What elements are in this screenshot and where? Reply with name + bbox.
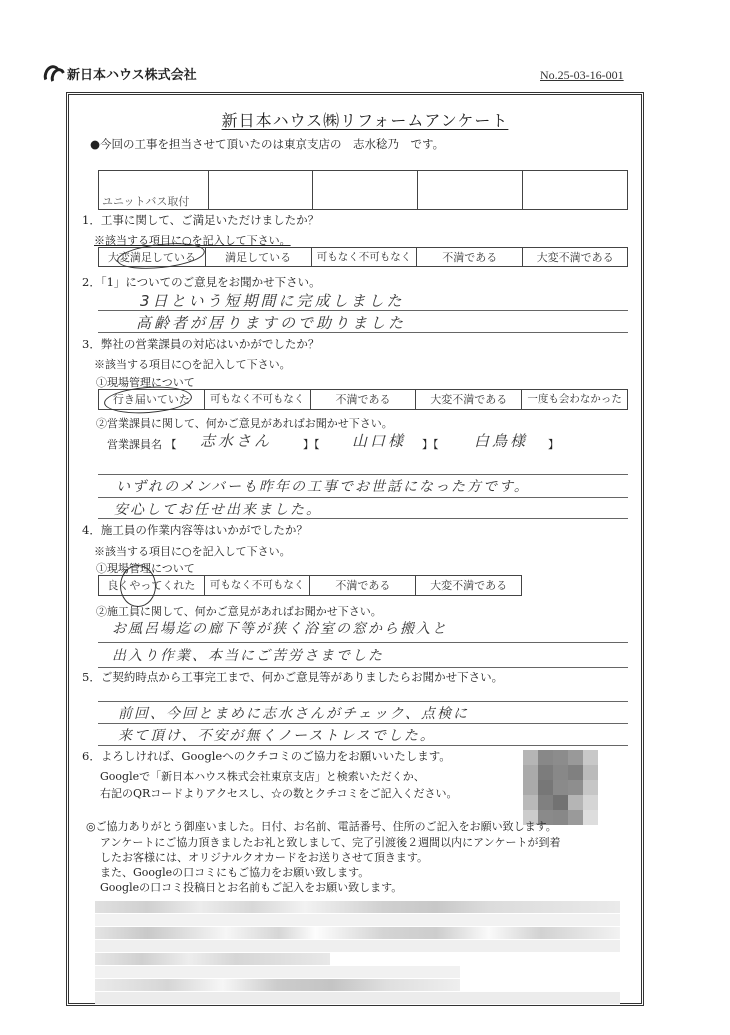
q3-sub1-label: ①現場管理について <box>96 376 195 389</box>
closing-line2: アンケートにご協力頂きましたお礼と致しまして、完了引渡後２週間以内にアンケートが到着 <box>100 836 561 849</box>
closing-line3: したお客様には、オリジナルクオカードをお送りさせて頂きます。 <box>100 851 429 864</box>
company-logo <box>44 64 197 83</box>
answer-rule <box>98 745 628 746</box>
q2-answer-line[interactable]: 3日という短期間に完成しました <box>140 292 405 310</box>
closing-line4: また、Googleの口コミにもご協力をお願い致します。 <box>100 866 370 879</box>
answer-rule <box>98 642 628 643</box>
q1-instruction: ※該当する項目に○を記入して下さい。 <box>94 234 291 247</box>
q4-options <box>98 575 522 596</box>
q4-option-neutral[interactable]: 可もなく不可もなく <box>204 576 310 596</box>
staff-name-1[interactable]: 志水さん <box>200 432 273 450</box>
q1-option-satisfied[interactable]: 満足している <box>205 248 311 267</box>
company-name: 新日本ハウス株式会社 <box>67 68 197 83</box>
q1-option-neutral[interactable]: 可もなく不可もなく <box>311 248 417 267</box>
form-title: 新日本ハウス㈱リフォームアンケート <box>221 111 509 130</box>
q4-sub1-label: ①現場管理について <box>96 562 195 575</box>
bracket-separator: 】【 <box>422 438 439 451</box>
work-item[interactable] <box>209 171 313 210</box>
q4-question: 4．施工員の作業内容等はいかがでしたか？ <box>82 523 308 537</box>
q4-option-good-job[interactable]: 良くやってくれた <box>99 576 205 596</box>
closing-line5: Googleの口コミ投稿日とお名前もご記入をお願い致します。 <box>100 881 403 894</box>
staff-name-label: 営業課員名 【 <box>107 438 177 451</box>
answer-rule <box>98 474 628 475</box>
bracket-separator: 】【 <box>303 438 320 451</box>
q4-option-dissatisfied[interactable]: 不満である <box>310 576 416 596</box>
intro-text: ●今回の工事を担当させて頂いたのは東京支店の 志水稔乃 です。 <box>90 137 445 151</box>
q4-selection-circle <box>120 565 156 607</box>
closing-line1: ◎ご協力ありがとう御座いました。日付、お名前、電話番号、住所のご記入をお願い致します。 <box>86 820 557 833</box>
qr-code[interactable] <box>523 750 598 825</box>
q1-option-very-satisfied[interactable]: 大変満足している <box>99 248 206 267</box>
work-item[interactable]: ユニットバス取付 <box>99 171 209 210</box>
q3-option-never-met[interactable]: 一度も会わなかった <box>522 390 628 410</box>
answer-rule <box>98 667 628 668</box>
q1-option-very-dissatisfied[interactable]: 大変不満である <box>523 248 628 267</box>
company-logo-icon <box>44 65 64 83</box>
q3-answer-line[interactable]: 安心してお任せ出来ました。 <box>114 502 322 518</box>
work-item[interactable] <box>417 171 522 210</box>
q4-answer-line[interactable]: 出入り作業、本当にご苦労さまでした <box>112 648 384 664</box>
answer-rule <box>98 518 628 519</box>
document-number: No.25-03-16-001 <box>540 68 624 82</box>
q4-option-very-dissatisfied[interactable]: 大変不満である <box>416 576 522 596</box>
q6-question: 6．よろしければ、Googleへのクチコミのご協力をお願いいたします。 <box>82 749 451 763</box>
q3-option-dissatisfied[interactable]: 不満である <box>310 390 416 410</box>
q4-sub2-label: ②施工員に関して、何かご意見があればお聞かせ下さい。 <box>96 605 382 618</box>
answer-rule <box>98 701 628 702</box>
q3-option-very-dissatisfied[interactable]: 大変不満である <box>416 390 522 410</box>
q3-option-attentive[interactable]: 行き届いていた <box>99 390 205 410</box>
q3-answer-line[interactable]: いずれのメンバーも昨年の工事でお世話になった方です。 <box>116 479 530 495</box>
work-item[interactable] <box>522 171 627 210</box>
q6-line2: 右記のQRコードよりアクセスし、☆の数とクチコミをご記入ください。 <box>100 787 458 800</box>
q2-answer-line[interactable]: 高齢者が居りますので助りました <box>136 314 407 332</box>
q5-answer-line[interactable]: 前回、今回とまめに志水さんがチェック、点検に <box>118 706 470 722</box>
q5-question: 5．ご契約時点から工事完工まで、何かご意見等がありましたらお聞かせ下さい。 <box>82 670 504 684</box>
q4-instruction: ※該当する項目に○を記入して下さい。 <box>94 545 291 558</box>
q5-answer-line[interactable]: 来て頂け、不安が無くノーストレスでした。 <box>118 728 436 744</box>
q4-answer-line[interactable]: お風呂場迄の廊下等が狭く浴室の窓から搬入と <box>112 621 448 637</box>
q2-question: 2．「1」についてのご意見をお聞かせ下さい。 <box>82 275 321 289</box>
work-item[interactable] <box>313 171 417 210</box>
q3-question: 3．弊社の営業課員の対応はいかがでしたか？ <box>82 337 320 351</box>
q3-instruction: ※該当する項目に○を記入して下さい。 <box>94 358 291 371</box>
q6-line1: Googleで「新日本ハウス株式会社東京支店」と検索いただくか、 <box>100 770 425 783</box>
answer-rule <box>98 310 628 311</box>
staff-name-2[interactable]: 山口様 <box>352 432 407 450</box>
answer-rule <box>98 497 628 498</box>
q1-option-dissatisfied[interactable]: 不満である <box>417 248 523 267</box>
answer-rule <box>98 332 628 333</box>
q3-option-neutral[interactable]: 可もなく不可もなく <box>204 390 310 410</box>
work-items-table <box>98 170 628 210</box>
bracket-close: 】 <box>548 438 559 451</box>
q3-sub2-label: ②営業課員に関して、何かご意見があればお聞かせ下さい。 <box>96 417 393 430</box>
staff-name-3[interactable]: 白鳥様 <box>474 432 529 450</box>
q1-question: 1．工事に関して、ご満足いただけましたか？ <box>82 213 320 227</box>
answer-rule <box>98 723 628 724</box>
